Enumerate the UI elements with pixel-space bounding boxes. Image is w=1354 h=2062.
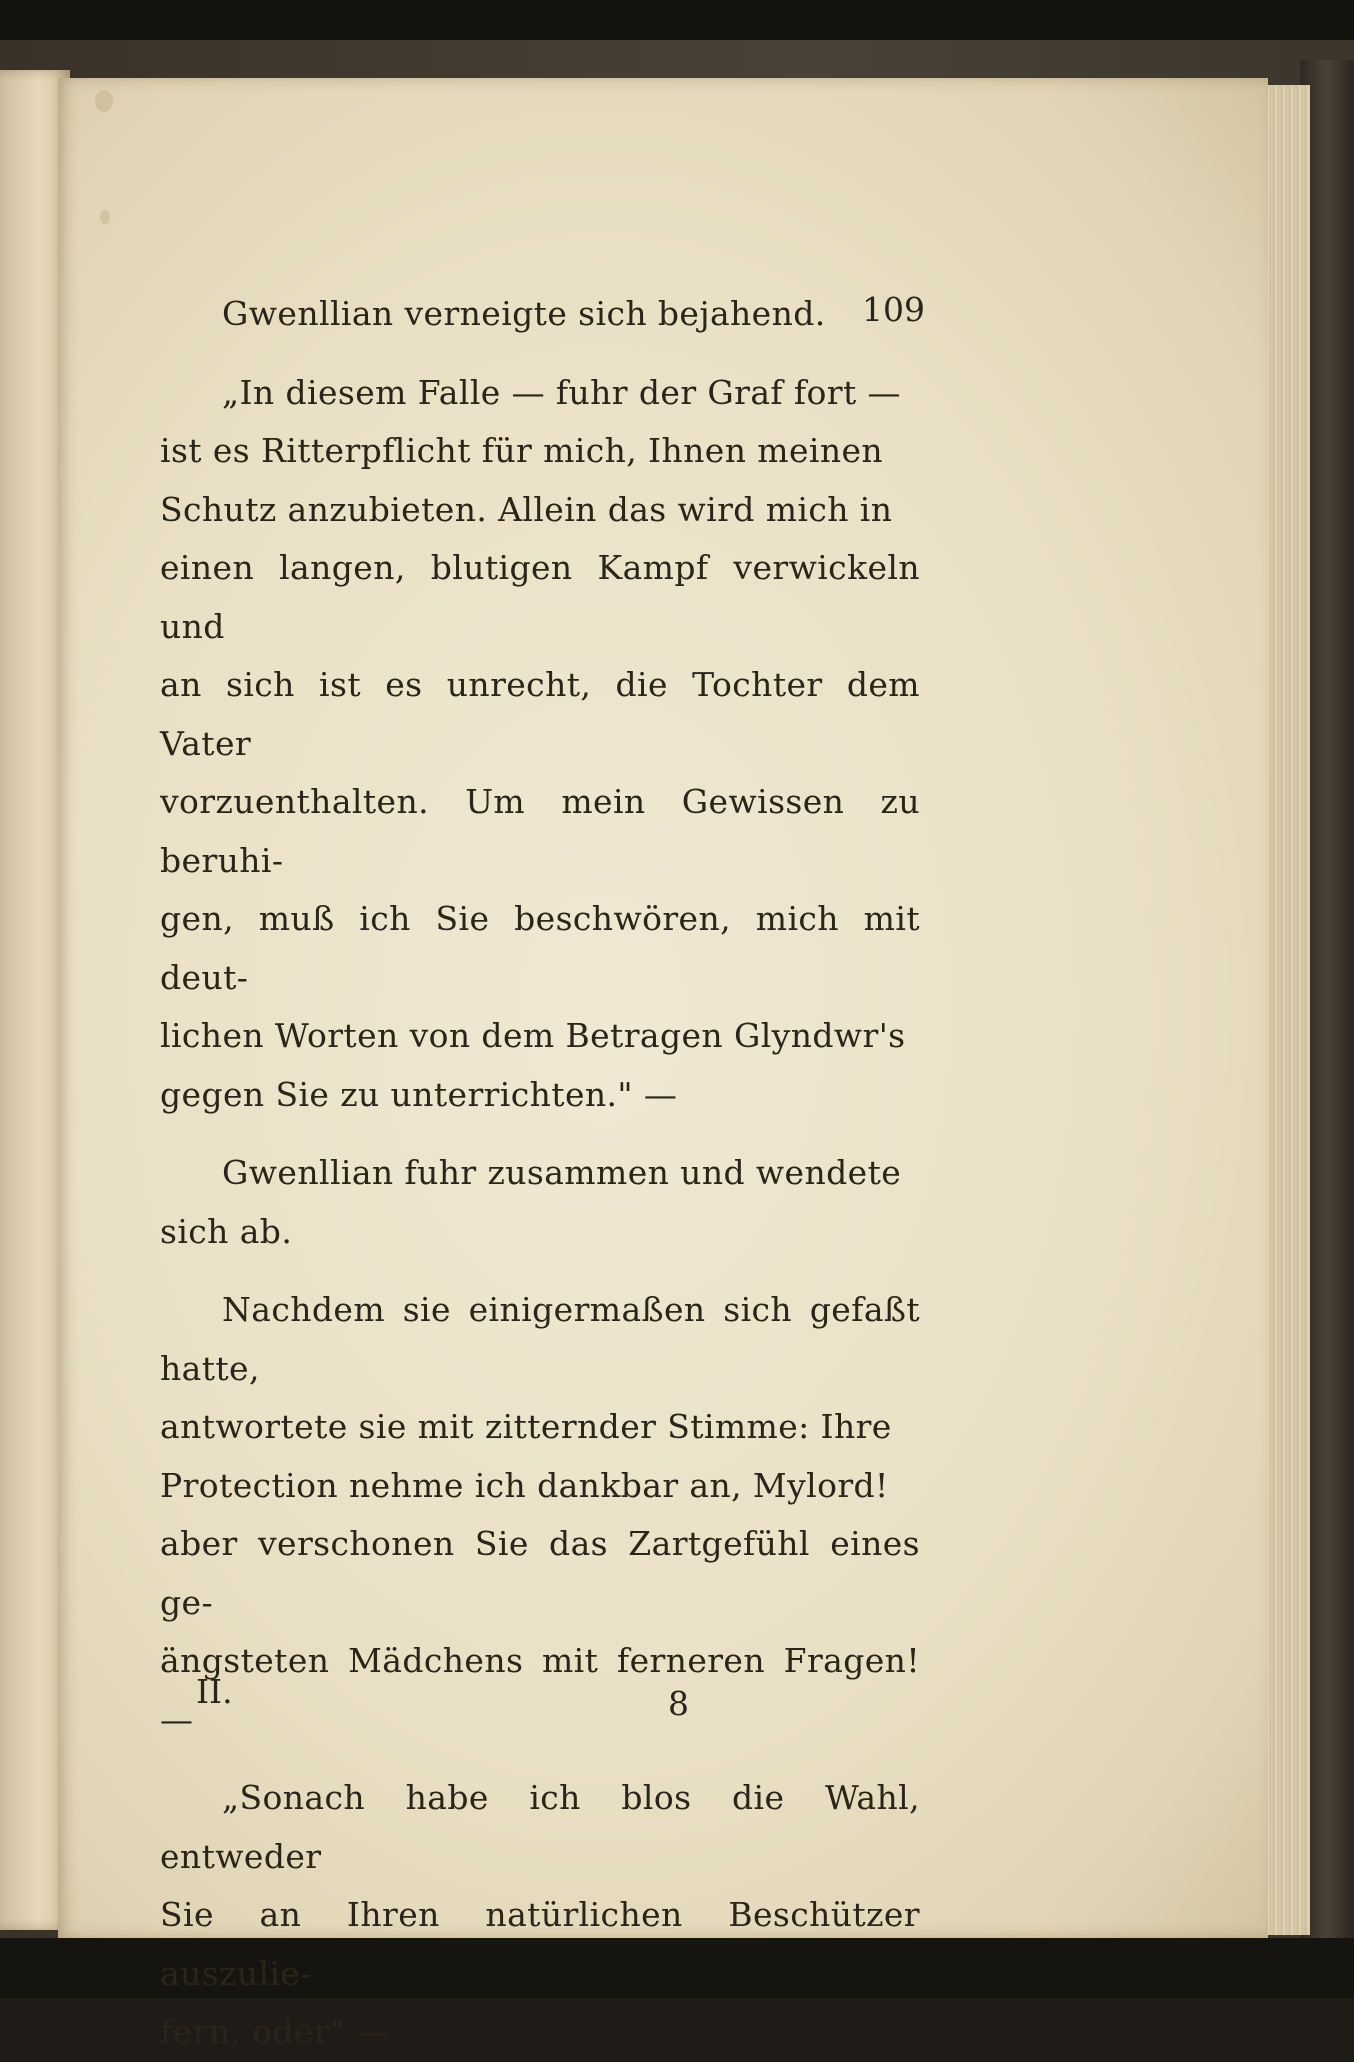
page-number: 109: [862, 290, 925, 329]
text-line: aber verschonen Sie das Zartgefühl eines ge-: [160, 1524, 920, 1622]
paragraph: [160, 285, 920, 344]
paragraph: [160, 1281, 920, 1749]
background-top: [0, 0, 1354, 42]
text-line: Sie an Ihren natürlichen Beschützer auszulie-: [160, 1895, 920, 1993]
text-line: „In diesem Falle — fuhr der Graf fort —: [222, 372, 901, 412]
text-line: „Sonach habe ich blos die Wahl, entweder: [160, 1778, 920, 1876]
text-line: gegen Sie zu unterrichten." —: [160, 1074, 678, 1114]
text-line: vorzuenthalten. Um mein Gewissen zu beruhi-: [160, 782, 920, 880]
text-line: Protection nehme ich dankbar an, Mylord!: [160, 1465, 889, 1505]
text-line: einen langen, blutigen Kampf verwickeln und: [160, 548, 920, 646]
text-line: antwortete sie mit zitternder Stimme: Ihre: [160, 1407, 892, 1446]
text-line: ist es Ritterpflicht für mich, Ihnen meinen: [160, 431, 884, 470]
text-line: Nachdem sie einigermaßen sich gefaßt hatte,: [160, 1290, 920, 1388]
text-line: lichen Worten von dem Betragen Glyndwr's: [160, 1016, 906, 1055]
body-text: [160, 285, 920, 2062]
paper-stain: [95, 90, 113, 112]
text-line: an sich ist es unrecht, die Tochter dem Vater: [160, 665, 920, 763]
text-line: fern, oder" —: [160, 2012, 390, 2051]
signature-mark: II.: [196, 1672, 233, 1711]
paragraph: [160, 1769, 920, 2062]
paragraph: [160, 364, 920, 1125]
sheet-number: 8: [668, 1684, 689, 1723]
text-line: Gwenllian verneigte sich bejahend.: [222, 294, 826, 333]
paragraph: [160, 1144, 920, 1261]
text-line: gen, muß ich Sie beschwören, mich mit deut-: [160, 899, 920, 997]
text-line: ängsteten Mädchens mit ferneren Fragen! —: [160, 1641, 920, 1739]
paper-stain: [100, 210, 110, 224]
text-line: Schutz anzubieten. Allein das wird mich in: [160, 489, 893, 529]
text-line: Gwenllian fuhr zusammen und wendete: [222, 1153, 902, 1192]
text-line: sich ab.: [160, 1211, 293, 1251]
